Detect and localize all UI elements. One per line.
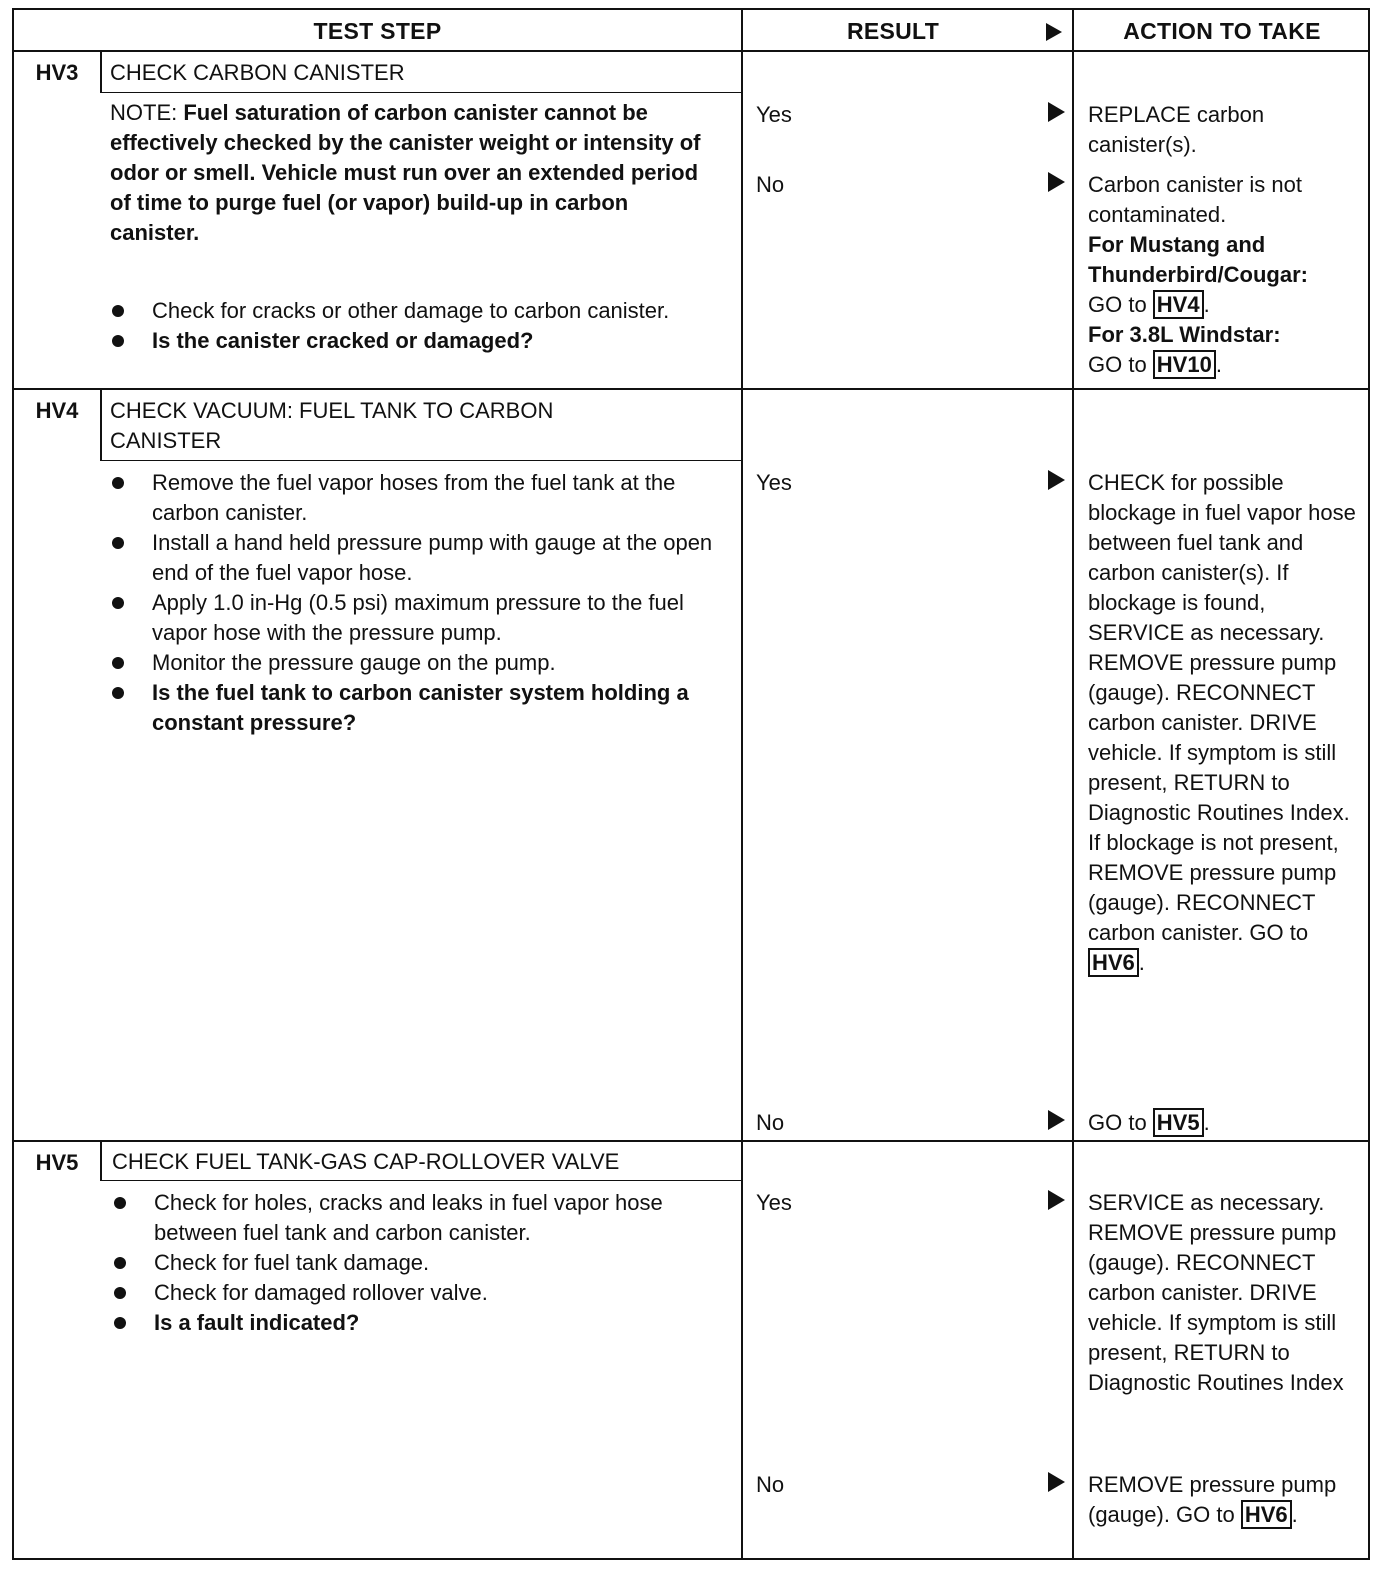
result-yes: Yes [756,102,792,127]
bullet-icon [112,477,124,489]
bullet-icon [112,687,124,699]
goto-hv10-link[interactable]: HV10 [1153,350,1216,379]
header-test-step: TEST STEP [313,18,442,44]
bullet-icon [112,335,124,347]
bullet-icon [114,1257,126,1269]
bullet-item: Apply 1.0 in-Hg (0.5 psi) maximum pressure to the fuel vapor hose with the pressure pump. [108,588,728,648]
action-no: REMOVE pressure pump (gauge). GO to HV6 . [1088,1472,1337,1527]
row-divider [14,388,1370,390]
bullet-item: Is the fuel tank to carbon canister system holding a constant pressure? [108,678,728,738]
bullet-item: Is the canister cracked or damaged? [108,326,728,356]
step-bullets [108,468,728,738]
result-yes: Yes [756,470,792,495]
action-no: Carbon canister is not contaminated. For Mustang and Thunderbird/Cougar: GO to HV4 . For 3.8L Windstar: GO to HV10 . [1088,172,1308,377]
bullet-item: Monitor the pressure gauge on the pump. [108,648,728,678]
arrow-right-icon [1048,470,1065,490]
bullet-item: Check for fuel tank damage. [110,1248,730,1278]
bullet-icon [112,657,124,669]
action-yes: REPLACE carbon canister(s). [1088,102,1265,157]
result-no: No [756,172,785,197]
result-no: No [756,1110,785,1135]
action-yes: CHECK for possible blockage in fuel vapor hose between fuel tank and carbon canister(s). If blockage is found, SERVICE as necessary. REMOVE pressure pump (gauge). RECONNECT carbon canister. DRIVE vehicle. If symptom is still present, RETURN to Diagnostic Routines Index. If blockage is not present, REMOVE pressure pump (gauge). RECONNECT carbon canister. GO to HV6 . [1088,470,1356,975]
divider-result [741,10,743,1558]
action-yes: SERVICE as necessary. REMOVE pressure pump (gauge). RECONNECT carbon canister. DRIVE vehicle. If symptom is still present, RETURN to Diagnostic Routines Index [1088,1190,1344,1395]
goto-hv6-link[interactable]: HV6 [1241,1500,1292,1529]
bullet-icon [114,1287,126,1299]
title-underline [100,460,741,461]
header-divider [14,50,1370,52]
bullet-item: Check for damaged rollover valve. [110,1278,730,1308]
goto-hv6-link[interactable]: HV6 [1088,948,1139,977]
divider-action [1072,10,1074,1558]
title-underline [100,92,741,93]
step-title: CHECK FUEL TANK-GAS CAP-ROLLOVER VALVE [112,1149,620,1174]
bullet-item: Is a fault indicated? [110,1308,730,1338]
goto-hv5-link[interactable]: HV5 [1153,1108,1204,1137]
note-body: Fuel saturation of carbon canister cannot be effectively checked by the canister weight or intensity of odor or smell. Vehicle must run over an extended period of time to purge fuel (or vapor) build-up in carbon canister. [110,100,701,245]
step-bullets [110,1188,730,1338]
diagnostic-table [12,8,1370,1560]
bullet-item: Install a hand held pressure pump with gauge at the open end of the fuel vapor hose. [108,528,728,588]
arrow-right-icon [1048,1110,1065,1130]
code-divider [100,52,102,92]
step-title: CHECK VACUUM: FUEL TANK TO CARBON CANISTER [110,398,554,453]
step-title: CHECK CARBON CANISTER [110,60,405,85]
header-arrow-icon [1046,23,1062,41]
goto-hv4-link[interactable]: HV4 [1153,290,1204,319]
arrow-right-icon [1048,1190,1065,1210]
result-yes: Yes [756,1190,792,1215]
bullet-icon [112,597,124,609]
bullet-item: Check for holes, cracks and leaks in fuel vapor hose between fuel tank and carbon canister. [110,1188,730,1248]
note-prefix: NOTE: [110,100,184,125]
bullet-item: Check for cracks or other damage to carbon canister. [108,296,728,326]
bullet-icon [112,537,124,549]
header-action: ACTION TO TAKE [1123,18,1321,44]
step-code: HV5 [35,1150,79,1175]
bullet-icon [112,305,124,317]
arrow-right-icon [1048,1472,1065,1492]
bullet-item: Remove the fuel vapor hoses from the fuel tank at the carbon canister. [108,468,728,528]
header-result: RESULT [846,18,940,44]
row-divider [14,1140,1370,1142]
bullet-icon [114,1317,126,1329]
arrow-right-icon [1048,102,1065,122]
title-underline [100,1180,741,1181]
arrow-right-icon [1048,172,1065,192]
step-note [110,98,720,248]
action-no: GO to HV5 . [1088,1110,1210,1135]
code-divider [100,390,102,460]
bullet-icon [114,1197,126,1209]
result-no: No [756,1472,785,1497]
code-divider [100,1142,102,1180]
step-code: HV3 [35,60,79,85]
step-bullets [108,296,728,356]
step-code: HV4 [35,398,79,423]
